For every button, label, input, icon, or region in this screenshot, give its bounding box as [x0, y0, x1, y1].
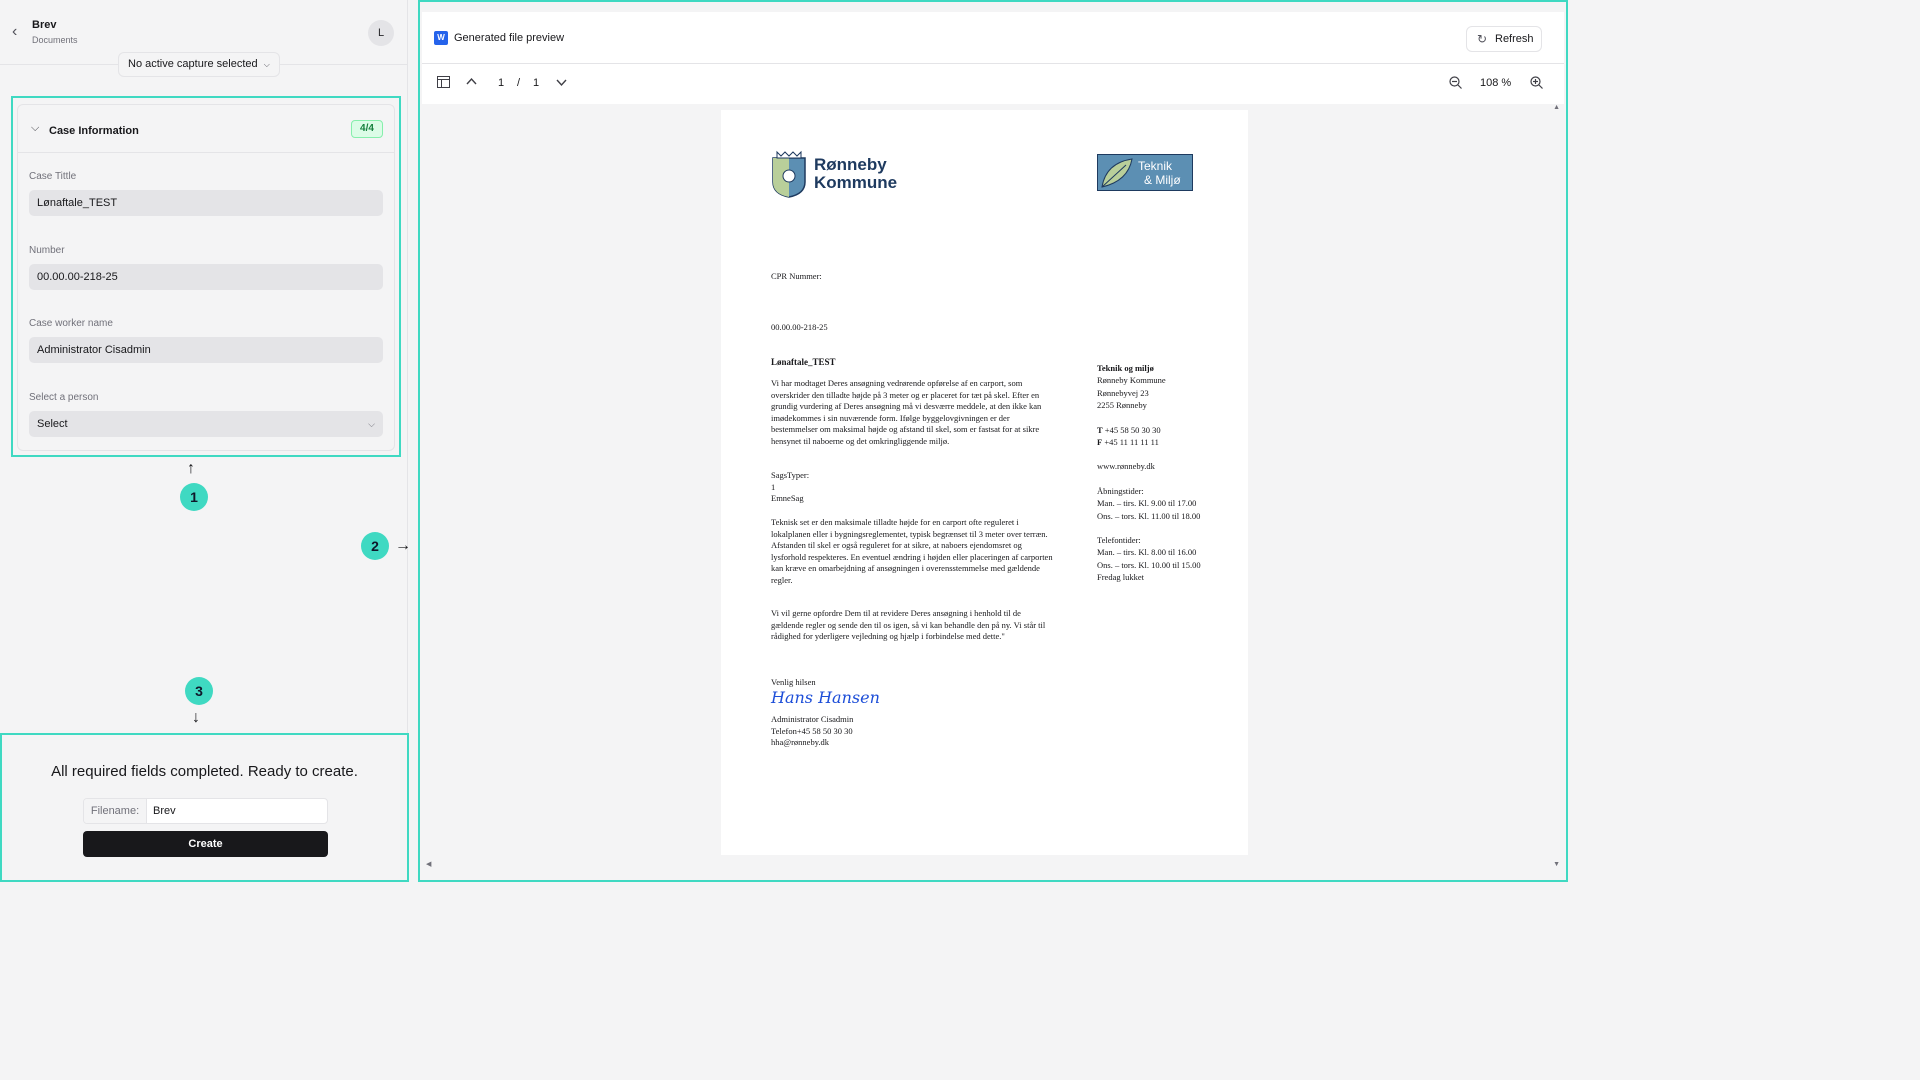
- leaf-icon: [1098, 155, 1138, 190]
- letter-sagstyper: [771, 470, 1053, 505]
- municipality-shield-logo: [771, 150, 807, 198]
- filename-label: Filename:: [84, 799, 147, 823]
- document-title: Brev: [32, 19, 57, 31]
- filename-field[interactable]: [83, 798, 328, 824]
- document-viewer[interactable]: [426, 104, 1558, 870]
- create-button[interactable]: Create: [83, 831, 328, 857]
- signer-phone: Telefon+45 58 50 30 30: [771, 725, 853, 736]
- contact-column: [1097, 362, 1201, 584]
- hours-line-1: Man. – tirs. Kl. 9.00 til 17.00: [1097, 498, 1197, 509]
- phone-hours-line-2: Ons. – tors. Kl. 10.00 til 15.00: [1097, 559, 1201, 570]
- zoom-level: 108 %: [1480, 77, 1512, 89]
- signer-email: hha@rønneby.dk: [771, 737, 830, 748]
- contact-street: Rønnebyvej 23: [1097, 387, 1149, 398]
- sagstyper-label: SagsTyper:: [771, 470, 810, 480]
- capture-select[interactable]: [118, 52, 280, 77]
- step-badge-2: 2: [361, 532, 389, 560]
- chevron-down-icon: ⌵: [263, 60, 270, 69]
- page-total: 1: [533, 77, 540, 89]
- document-subtitle: Documents: [32, 35, 78, 45]
- refresh-icon: ↻: [1477, 32, 1488, 46]
- sidebar-toggle-icon[interactable]: [437, 76, 450, 91]
- signer-name: Administrator Cisadmin: [771, 714, 854, 724]
- contact-city: 2255 Rønneby: [1097, 400, 1147, 411]
- letter-case-number: 00.00.00-218-25: [771, 322, 828, 332]
- fax-label: F: [1097, 437, 1103, 448]
- phone-value: +45 58 50 30 30: [1104, 424, 1161, 435]
- phone-label: T: [1097, 424, 1103, 435]
- greeting: Venlig hilsen: [771, 677, 816, 687]
- left-panel: [0, 0, 411, 882]
- case-information-card: [17, 104, 395, 451]
- page-current[interactable]: 1: [498, 77, 505, 89]
- document-page: [721, 110, 1248, 855]
- scroll-down-icon[interactable]: ▼: [1553, 861, 1560, 868]
- ready-message: All required fields completed. Ready to create.: [51, 763, 358, 780]
- preview-title: Generated file preview: [454, 32, 565, 44]
- word-document-icon: W: [434, 31, 448, 45]
- contact-fax: [1097, 436, 1201, 448]
- page-down-icon[interactable]: [556, 76, 567, 91]
- refresh-label: Refresh: [1495, 33, 1534, 45]
- number-input[interactable]: 00.00.00-218-25: [29, 264, 383, 290]
- case-title-input[interactable]: Lønaftale_TEST: [29, 190, 383, 216]
- create-section: [0, 733, 409, 882]
- signature: Hans Hansen: [771, 688, 880, 707]
- viewer-toolbar: [422, 64, 1564, 104]
- contact-phone: [1097, 424, 1201, 436]
- contact-org: Rønneby Kommune: [1097, 375, 1166, 386]
- emnesag-label: EmneSag: [771, 493, 804, 504]
- hours-line-2: Ons. – tors. Kl. 11.00 til 18.00: [1097, 510, 1201, 521]
- zoom-out-icon[interactable]: [1449, 76, 1462, 92]
- page-separator: /: [517, 77, 521, 89]
- number-label: Number: [29, 245, 65, 256]
- case-information-title: Case Information: [49, 125, 139, 137]
- phone-hours-line-3: Fredag lukket: [1097, 572, 1144, 583]
- step-badge-1: 1: [180, 483, 208, 511]
- case-title-label: Case Tittle: [29, 171, 77, 182]
- scroll-up-icon[interactable]: ▲: [1553, 104, 1560, 111]
- capture-select-label: No active capture selected: [128, 58, 258, 70]
- fax-value: +45 11 11 11 11: [1104, 437, 1159, 448]
- filename-input[interactable]: Brev: [153, 805, 176, 817]
- logo-text-line2: Kommune: [814, 173, 898, 192]
- refresh-button[interactable]: [1466, 26, 1542, 52]
- case-worker-label: Case worker name: [29, 318, 113, 329]
- tm-logo-text-line1: Teknik: [1138, 159, 1173, 173]
- contact-web: www.rønneby.dk: [1097, 461, 1155, 472]
- page-up-icon[interactable]: [466, 76, 477, 91]
- sagstyper-value: 1: [771, 481, 776, 492]
- letter-paragraph-3: Vi vil gerne opfordre Dem til at revidere Deres ansøgning i henhold til de gældende regler og sende den til os igen, så vi kan behandle den på ny. Vi står til rådighed for yderligere vejledning og hjælp i forbindelse med dette.": [771, 608, 1046, 642]
- phone-hours-line-1: Man. – tirs. Kl. 8.00 til 16.00: [1097, 547, 1197, 558]
- case-worker-input[interactable]: Administrator Cisadmin: [29, 337, 383, 363]
- avatar[interactable]: L: [368, 20, 394, 46]
- logo-text-line1: Rønneby: [814, 155, 887, 174]
- select-person-dropdown[interactable]: [29, 411, 383, 437]
- contact-dept: Teknik og miljø: [1097, 363, 1154, 373]
- step-badge-3: 3: [185, 677, 213, 705]
- arrow-right-icon: →: [395, 537, 411, 554]
- status-badge: 4/4: [351, 120, 383, 138]
- zoom-in-icon[interactable]: [1530, 76, 1543, 92]
- tm-logo-text-line2: & Miljø: [1144, 173, 1181, 187]
- arrow-down-icon: ↓: [192, 709, 200, 726]
- hours-label: Åbningstider:: [1097, 485, 1144, 496]
- letter-paragraph-1: Vi har modtaget Deres ansøgning vedrørende opførelse af en carport, som overskrider den tilladte højde på 3 meter og er placeret for tæt på skel. Efter en grundig vurdering af Deres ansøgning må vi desværre meddele, at den ikke kan imødekommes i sin nuværende form. Ifølge byggelovgivningen er der bestemmelser om maksimal højde og afstand til skel, som er fastsat for at sikre hensynet til naboerne og det omkringliggende miljø.: [771, 378, 1042, 446]
- phone-hours-label: Telefontider:: [1097, 535, 1141, 546]
- preview-panel: [418, 0, 1568, 882]
- preview-header: [422, 12, 1564, 64]
- select-person-value: Select: [37, 418, 68, 430]
- letter-title: Lønaftale_TEST: [771, 357, 836, 367]
- case-information-highlight: [11, 96, 401, 457]
- select-person-label: Select a person: [29, 392, 99, 403]
- letter-paragraph-2: Teknisk set er den maksimale tilladte højde for en carport ofte reguleret i lokalplanen eller i bygningsreglementet, typisk begrænset til 3 meter over terræn. Afstanden til skel er også reguleret for at sikre, at naboers ejendomsret og lysforhold respekteres. En eventuel ændring i højden eller placeringen af carporten kan kræve en omarbejdning af ansøgningen i overensstemmelse med gældende regler.: [771, 517, 1053, 585]
- cpr-label: CPR Nummer:: [771, 271, 822, 281]
- back-chevron-icon[interactable]: ‹: [12, 23, 18, 40]
- chevron-down-icon[interactable]: ⌵: [31, 122, 40, 134]
- chevron-down-icon: ⌵: [368, 419, 375, 429]
- case-information-header[interactable]: [18, 105, 394, 153]
- teknik-miljo-logo: [1097, 154, 1193, 191]
- arrow-up-icon: ↑: [187, 460, 195, 477]
- signer-block: [771, 714, 853, 749]
- scroll-left-icon[interactable]: ◀: [426, 861, 432, 868]
